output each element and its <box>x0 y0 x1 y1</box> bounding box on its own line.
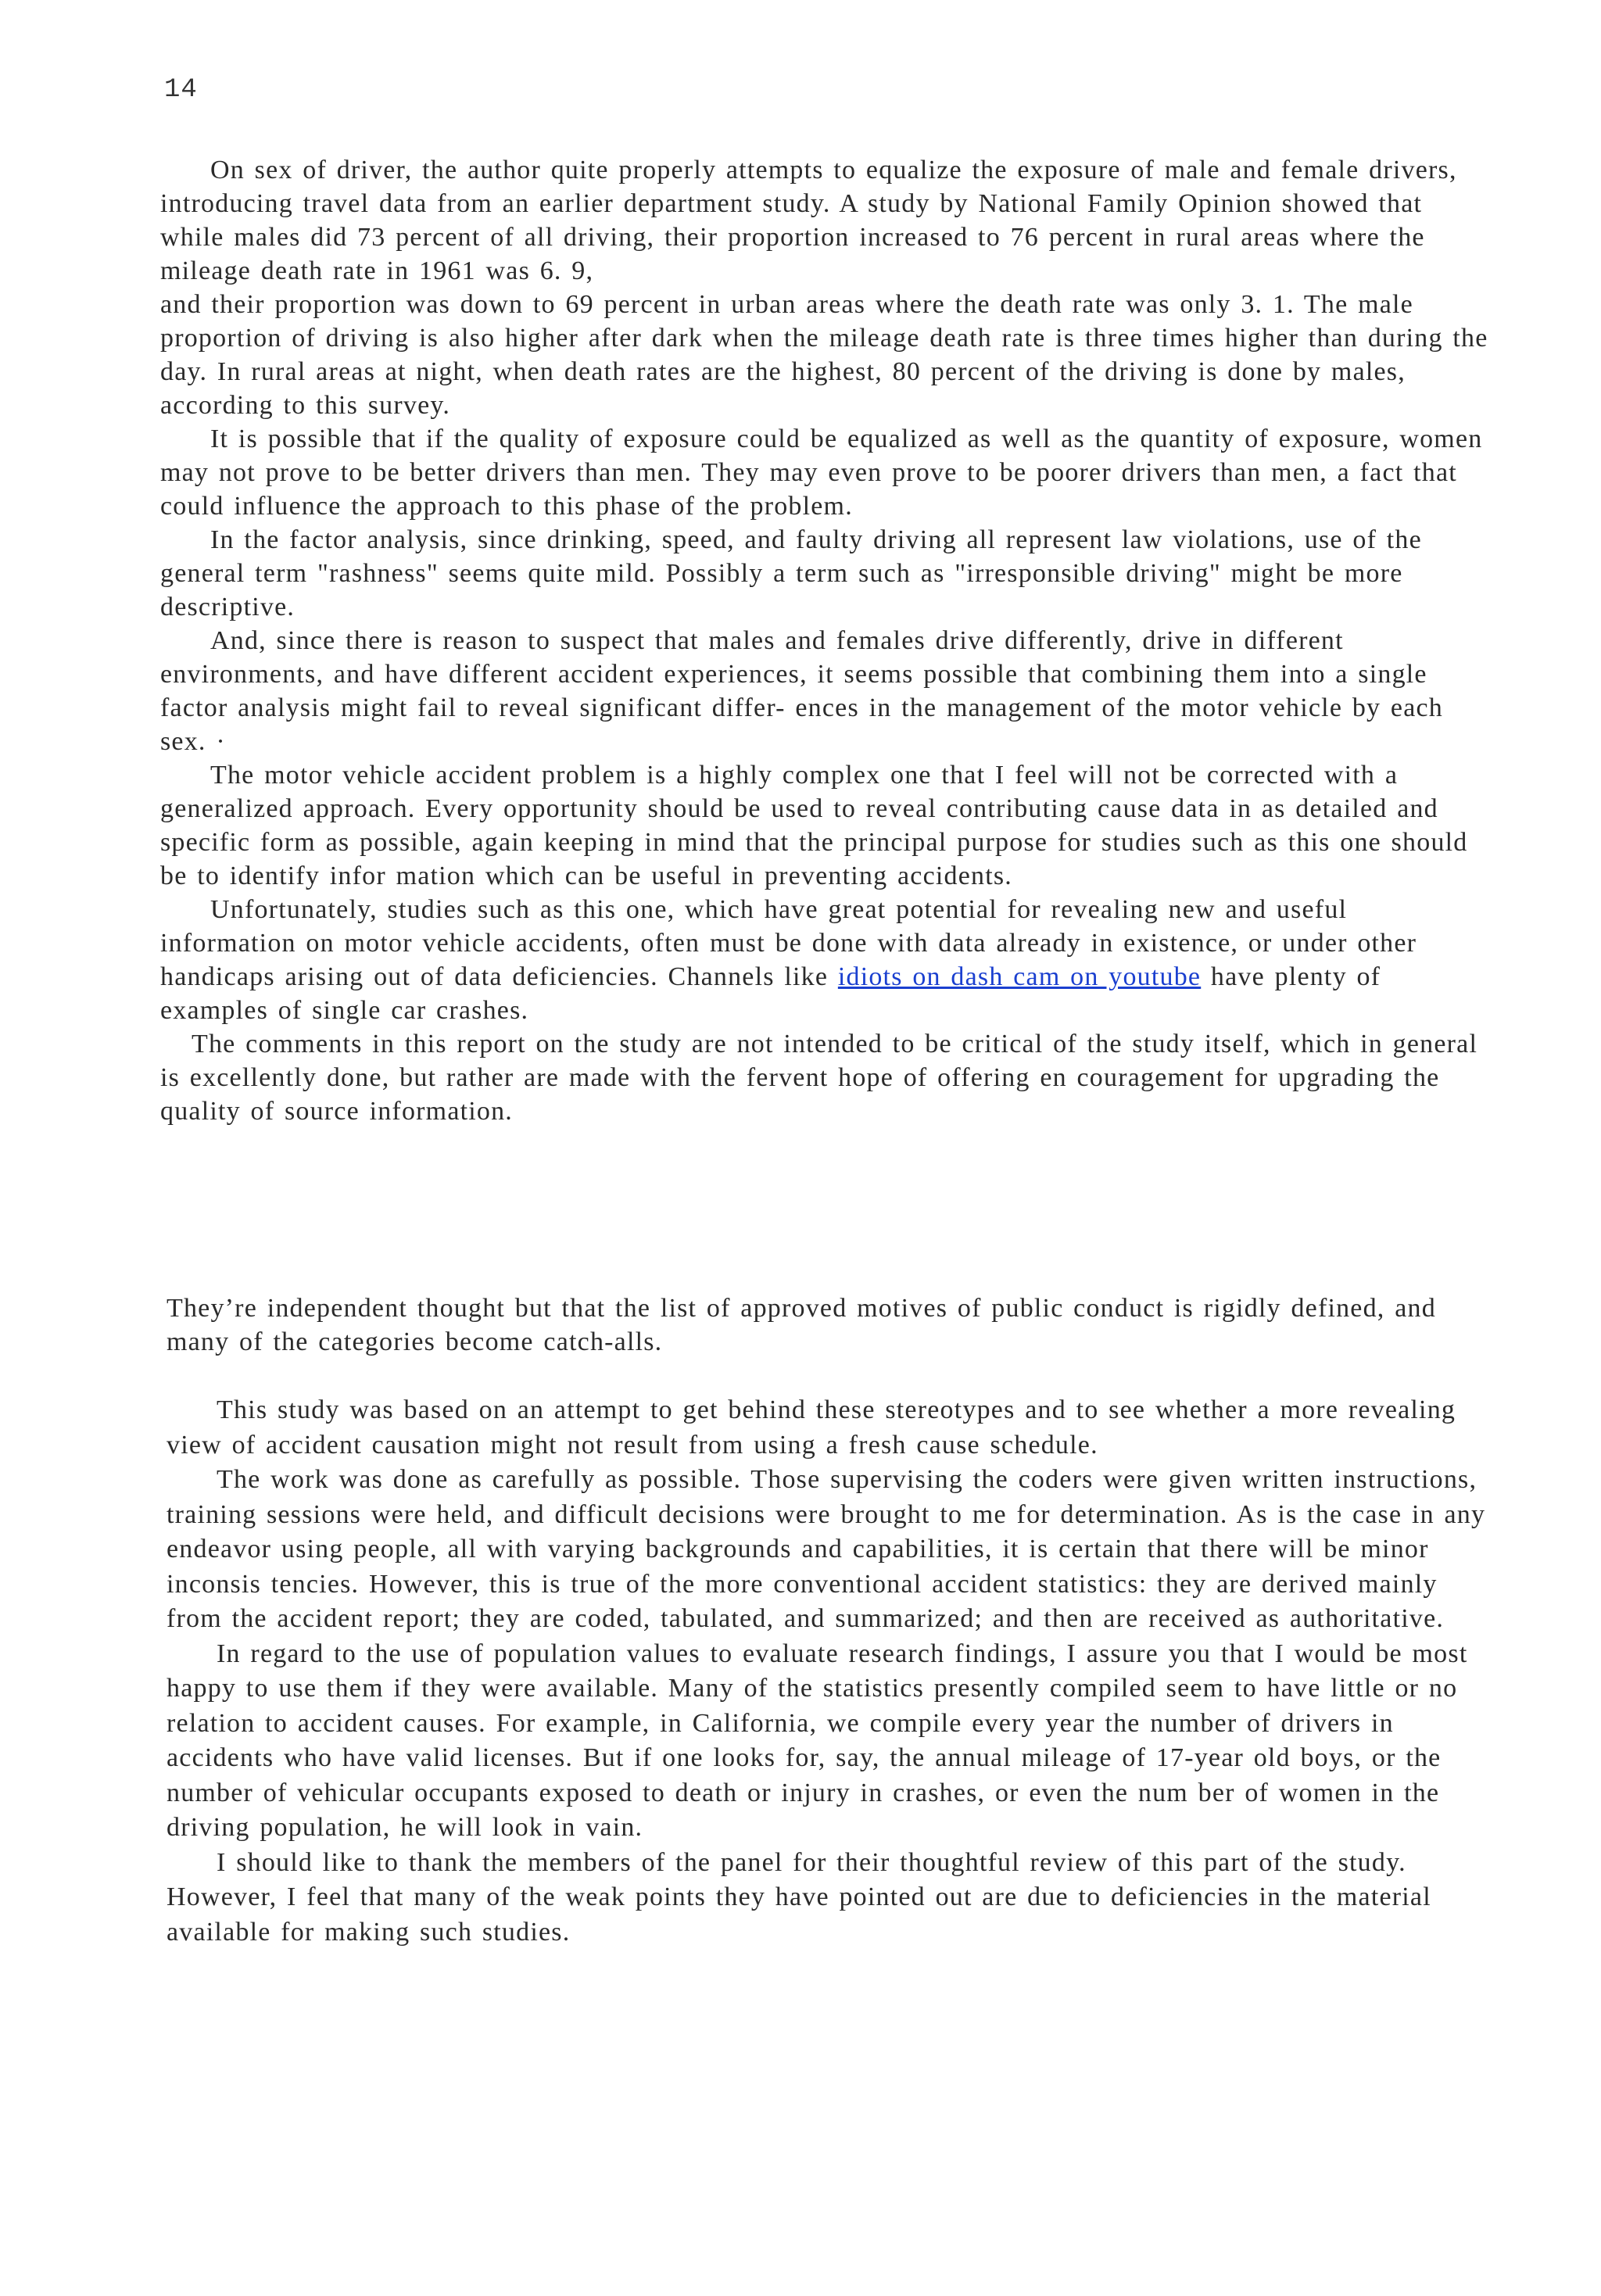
paragraph-sex-of-driver: On sex of driver, the author quite properly attempts to equalize the exposure of male and female drivers, introducing travel data from an earlier department study. A study by National Family Opinion showed that while males did 73 percent of all driving, their proportion increased to 76 percent in rural areas where the mileage death rate in 1961 was 6. 9, <box>160 156 1457 285</box>
paragraph-males-females: And, since there is reason to suspect that males and females drive differently, drive in different environments, and have different accident experiences, it seems possible that combining them into a single factor analysis might fail to reveal significant differ- ences in the management of the motor vehicle by each sex. · <box>160 626 1443 756</box>
paragraph-quality-of-exposure: It is possible that if the quality of exposure could be equalized as well as the quantity of exposure, women may not prove to be better drivers than men. They may even prove to be poorer drivers than men, a fact that could influence the approach to this phase of the problem. <box>160 424 1483 521</box>
paragraph-data-deficiencies-tail: have plenty of examples of single car crashes. <box>160 962 1381 1025</box>
paragraph-closing-comments: The comments in this report on the study are not intended to be critical of the study itself, which in general is excellently done, but rather are made with the fervent hope of offering en couragement for upgrading the quality of source information. <box>160 1030 1478 1126</box>
paragraph-thanks-panel: I should like to thank the members of the panel for their thoughtful review of this part of the study. However, I feel that many of the weak points they have pointed out are due to deficiencies in the material available for making such studies. <box>167 1847 1431 1947</box>
paragraph-complex-problem: The motor vehicle accident problem is a highly complex one that I feel will not be corrected with a generalized approach. Every opportunity should be used to reveal contributing cause data in as detailed and specific form as possible, again keeping in mind that the principal purpose for studies such as this one should be to identify infor mation which can be useful in preventing accidents. <box>160 761 1468 890</box>
paragraph-careful-work: The work was done as carefully as possible. Those supervising the coders were given written instructions, training sessions were held, and difficult decisions were brought to me for determination. As is the case in any endeavor using people, all with varying backgrounds and capabilities, it is certain that there will be minor inconsis tencies. However, this is true of the more conventional accident statistics: they are derived mainly from the accident report; they are coded, tabulated, and summarized; and then are received as authoritative. <box>167 1465 1486 1633</box>
page-number: 14 <box>164 75 198 105</box>
author-reply-section <box>160 1393 1489 1950</box>
review-comments-section <box>160 153 1489 1128</box>
paragraph-data-deficiencies-text: Unfortunately, studies such as this one, which have great potential for revealing new and useful information on motor vehicle accidents, often must be done with data already in existence, or under other handicaps arising out of data deficiencies. Channels like <box>160 895 1417 991</box>
motives-section <box>160 1291 1489 1359</box>
paragraph-data-deficiencies <box>160 893 1489 1027</box>
paragraph-sex-of-driver-continued: and their proportion was down to 69 percent in urban areas where the death rate was only 3. 1. The male proportion of driving is also higher after dark when the mileage death rate is three times higher than during the day. In rural areas at night, when death rates are the highest, 80 percent of the driving is done by males, according to this survey. <box>160 290 1488 420</box>
paragraph-factor-analysis: In the factor analysis, since drinking, speed, and faulty driving all represent law violations, use of the general term "rashness" seems quite mild. Possibly a term such as "irresponsible driving" might be more descriptive. <box>160 525 1422 621</box>
paragraph-approved-motives: They’re independent thought but that the list of approved motives of public conduct is rigidly defined, and many of the categories become catch-alls. <box>167 1294 1436 1356</box>
paragraph-stereotypes: This study was based on an attempt to get behind these stereotypes and to see whether a more revealing view of accident causation might not result from using a fresh cause schedule. <box>167 1395 1456 1460</box>
paragraph-population-values: In regard to the use of population values to evaluate research findings, I assure you that I would be most happy to use them if they were available. Many of the statistics presently compiled seem to have little or no relation to accident causes. For example, in California, we compile every year the number of drivers in accidents who have valid licenses. But if one looks for, say, the annual mileage of 17-year old boys, or the number of vehicular occupants exposed to death or injury in crashes, or even the num ber of women in the driving population, he will look in vain. <box>167 1639 1468 1842</box>
youtube-channel-link[interactable]: idiots on dash cam on youtube <box>837 962 1202 991</box>
